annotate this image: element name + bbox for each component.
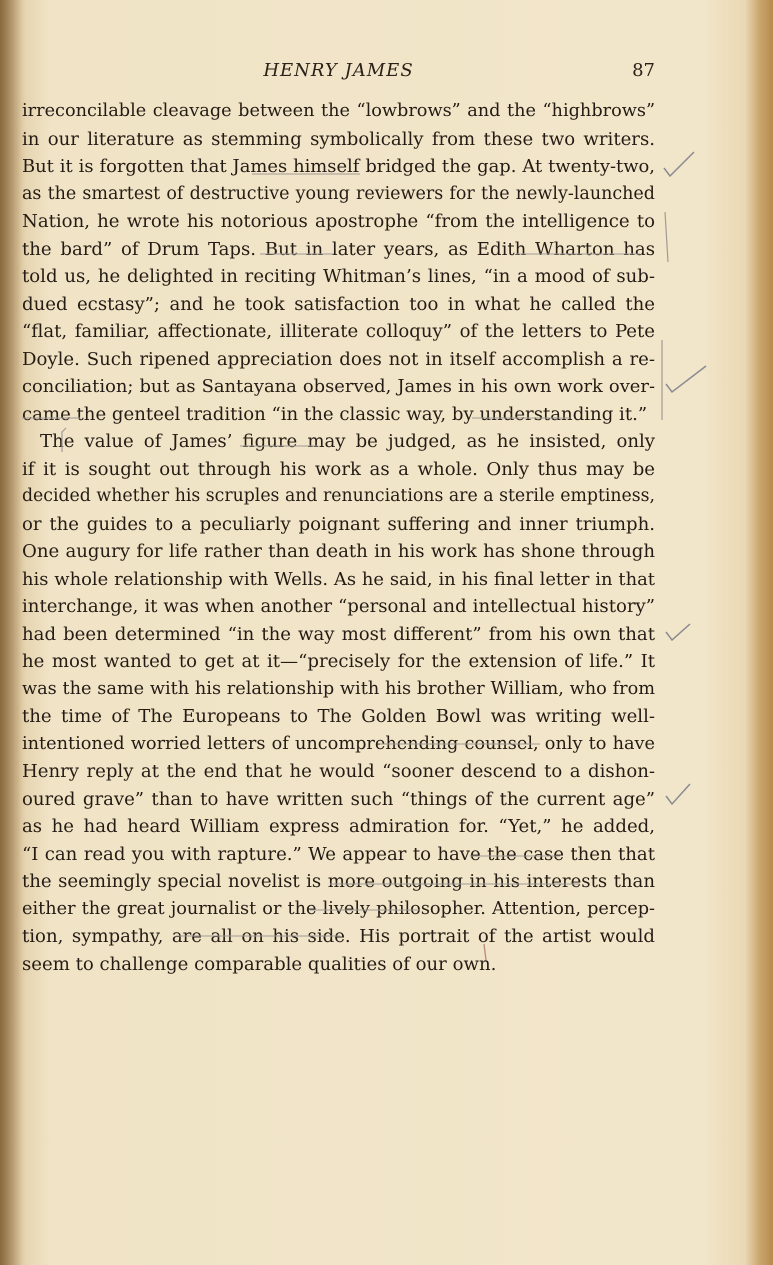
text-line: intentioned worried letters of uncomprehending counsel, only to have xyxy=(22,733,655,754)
body-text xyxy=(22,98,655,978)
text-line: Doyle. Such ripened appreciation does not in itself accomplish a re- xyxy=(22,348,655,370)
text-line: as the smartest of destructive young reviewers for the newly-launched xyxy=(22,183,655,204)
text-line: One augury for life rather than death in his work has shone through xyxy=(22,541,655,562)
text-line: his whole relationship with Wells. As he said, in his final letter in that xyxy=(22,568,655,590)
text-line: “I can read you with rapture.” We appear to have the case then that xyxy=(22,843,655,865)
text-line: as he had heard William express admiration for. “Yet,” he added, xyxy=(22,816,655,837)
page-number: 87 xyxy=(632,60,655,81)
paragraph-end-line: seem to challenge comparable qualities of our own. xyxy=(22,953,497,975)
text-line: dued ecstasy”; and he took satisfaction too in what he called the xyxy=(22,293,655,315)
binding-shadow xyxy=(0,0,22,1265)
text-line: or the guides to a peculiarly poignant suffering and inner triumph. xyxy=(22,513,655,535)
running-head: HENRY JAMES xyxy=(263,60,414,81)
checkmark-icon xyxy=(666,366,706,392)
checkmark-icon xyxy=(666,784,690,804)
text-line: “flat, familiar, affectionate, illiterate colloquy” of the letters to Pete xyxy=(22,321,655,342)
text-line: if it is sought out through his work as a whole. Only thus may be xyxy=(22,458,655,480)
text-line: conciliation; but as Santayana observed, James in his own work over- xyxy=(22,376,655,397)
text-line: the time of The Europeans to The Golden Bowl was writing well- xyxy=(22,706,655,727)
paragraph-end-line: came the genteel tradition “in the classic way, by understanding it.” xyxy=(22,403,648,425)
text-line: irreconcilable cleavage between the “lowbrows” and the “highbrows” xyxy=(22,101,655,121)
text-line: told us, he delighted in reciting Whitman’s lines, “in a mood of sub- xyxy=(22,266,655,287)
text-line: tion, sympathy, are all on his side. His portrait of the artist would xyxy=(22,926,655,947)
text-line: But it is forgotten that James himself bridged the gap. At twenty-two, xyxy=(22,156,655,177)
text-line: the seemingly special novelist is more outgoing in his interests than xyxy=(22,871,655,892)
text-line: had been determined “in the way most different” from his own that xyxy=(22,623,655,645)
text-line: the bard” of Drum Taps. But in later years, as Edith Wharton has xyxy=(22,238,655,260)
text-line: in our literature as stemming symbolically from these two writers. xyxy=(22,128,655,150)
paragraph-start-line: The value of James’ figure may be judged, as he insisted, only xyxy=(40,431,655,452)
page-header xyxy=(22,60,655,90)
text-line: was the same with his relationship with his brother William, who from xyxy=(22,678,655,699)
text-line: either the great journalist or the lively philosopher. Attention, percep- xyxy=(22,898,655,919)
text-line: interchange, it was when another “personal and intellectual history” xyxy=(22,596,655,617)
margin-bracket xyxy=(665,212,668,262)
checkmark-icon xyxy=(664,152,694,176)
text-line: oured grave” than to have written such “things of the current age” xyxy=(22,788,655,810)
text-line: Henry reply at the end that he would “sooner descend to a dishon- xyxy=(22,761,655,782)
text-line: Nation, he wrote his notorious apostrophe “from the intelligence to xyxy=(22,211,655,232)
text-line: decided whether his scruples and renunciations are a sterile emptiness, xyxy=(22,486,655,506)
text-line: he most wanted to get at it—“precisely for the extension of life.” It xyxy=(22,651,655,672)
checkmark-icon xyxy=(666,624,690,640)
